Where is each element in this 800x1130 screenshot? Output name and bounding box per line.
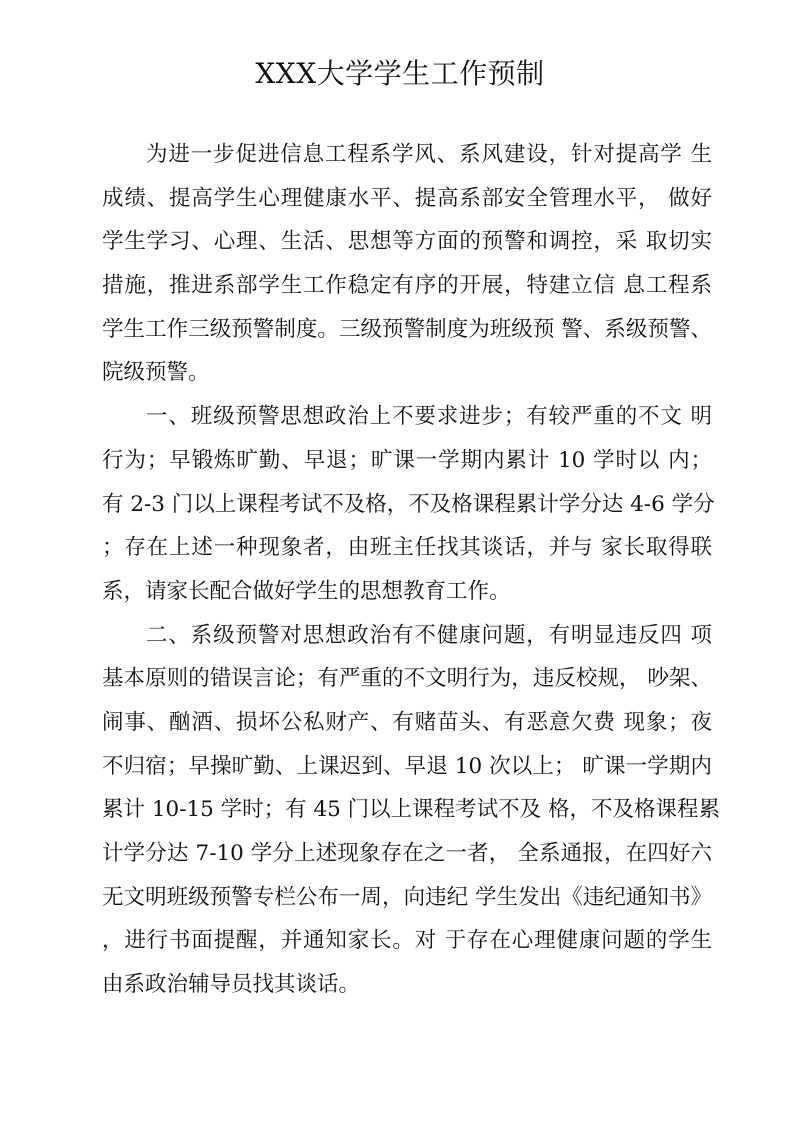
paragraph-3-line-6: 计学分达 7-10 学分上述现象存在之一者， 全系通报，在四好六 bbox=[102, 841, 712, 866]
paragraph-3-line-2: 基本原则的错误言论；有严重的不文明行为，违反校规， 吵架、 bbox=[102, 666, 712, 692]
paragraph-3-line-9: 由系政治辅导员找其谈话。 bbox=[102, 972, 361, 998]
paragraph-2-line-1: 一、班级预警思想政治上不要求进步；有较严重的不文 明 bbox=[146, 404, 712, 430]
paragraph-1-line-3: 学生学习、心理、生活、思想等方面的预警和调控，采 取切实 bbox=[102, 229, 712, 255]
paragraph-3-line-7: 无文明班级预警专栏公布一周，向违纪 学生发出《违纪通知书》 bbox=[102, 884, 712, 910]
paragraph-3-line-1: 二、系级预警对思想政治有不健康问题，有明显违反四 项 bbox=[146, 622, 712, 648]
paragraph-1-line-2: 成绩、提高学生心理健康水平、提高系部安全管理水平， 做好 bbox=[102, 185, 712, 211]
paragraph-1-line-5: 学生工作三级预警制度。三级预警制度为班级预 警、系级预警、 bbox=[102, 316, 712, 342]
paragraph-3-line-3: 闹事、酗酒、损坏公私财产、有赌苗头、有恶意欠费 现象；夜 bbox=[102, 709, 712, 735]
paragraph-3-line-8: ，进行书面提醒，并通知家长。对 于存在心理健康问题的学生 bbox=[102, 928, 712, 954]
paragraph-2-line-5: 系，请家长配合做好学生的思想教育工作。 bbox=[102, 578, 511, 604]
paragraph-3-line-5: 累计 10-15 学时；有 45 门以上课程考试不及 格，不及格课程累 bbox=[102, 797, 721, 823]
paragraph-2-line-4: ；存在上述一种现象者，由班主任找其谈话，并与 家长取得联 bbox=[102, 535, 712, 561]
paragraph-2-line-2: 行为；早锻炼旷勤、早退；旷课一学期内累计 10 学时以 内； bbox=[102, 447, 712, 473]
paragraph-1-line-1: 为进一步促进信息工程系学风、系风建设，针对提高学 生 bbox=[146, 142, 712, 167]
paragraph-3-line-4: 不归宿；早操旷勤、上课迟到、早退 10 次以上； 旷课一学期内 bbox=[102, 753, 712, 779]
paragraph-2-line-3: 有 2-3 门以上课程考试不及格，不及格课程累计学分达 4-6 学分 bbox=[102, 491, 715, 517]
paragraph-1-line-6: 院级预警。 bbox=[102, 360, 210, 386]
paragraph-1-line-4: 措施，推进系部学生工作稳定有序的开展，特建立信 息工程系 bbox=[102, 273, 712, 299]
document-body bbox=[102, 133, 721, 1007]
page-title: XXX大学学生工作预制 bbox=[255, 57, 545, 90]
